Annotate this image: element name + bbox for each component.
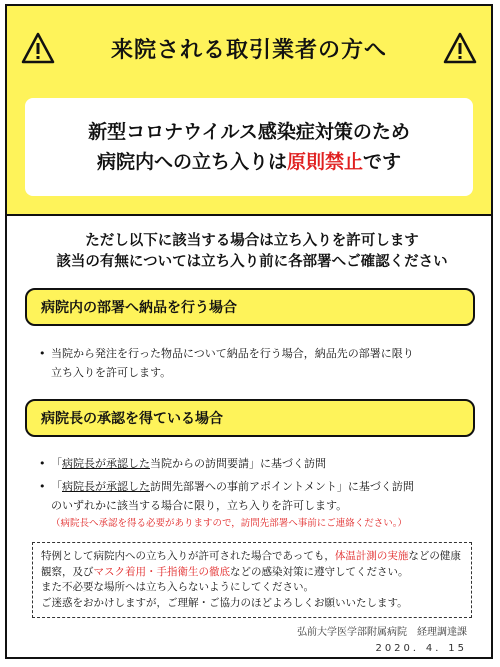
notice-emphasis: 原則禁止 [286, 151, 363, 173]
notice-prefix: 病院内への立ち入りは [96, 151, 287, 173]
header-panel [7, 6, 491, 216]
highlight-mask: マスク着用・手指衛生の徹底 [93, 565, 230, 578]
main-notice-box [25, 98, 473, 196]
lead-line-1: ただし以下に該当する場合は立ち入りを許可します [85, 233, 419, 249]
caution-line-3: また不必要な場所へは立ち入らないようにしてください。 [41, 581, 314, 593]
notice-line-1: 新型コロナウイルス感染症対策のため [88, 121, 410, 143]
bullet: • [39, 457, 46, 470]
bullet: • [39, 347, 46, 360]
footer-date: 2020．4．15 [375, 643, 467, 654]
section-heading-approval: 病院長の承認を得ている場合 [25, 399, 475, 437]
list-item-text: 当院から発注を行った物品について納品を行う場合，納品先の部署に限り [51, 347, 414, 360]
caution-line-2: 観察，及びマスク着用・手指衛生の徹底などの感染対策に遵守してください。 [41, 565, 409, 578]
warning-triangle-icon [443, 32, 477, 64]
approval-note: （病院長へ承認を得る必要がありますので，訪問先部署へ事前にご連絡ください。） [51, 518, 408, 529]
list-item-text: 立ち入りを許可します。 [51, 366, 172, 379]
lead-text [27, 231, 477, 273]
caution-line-4: ご迷惑をおかけしますが，ご理解・ご協力のほどよろしくお願いいたします。 [41, 596, 408, 609]
notice-poster [5, 4, 493, 659]
section-approval-body [39, 454, 479, 532]
lead-line-2: 該当の有無については立ち入り前に各部署へご確認ください [56, 254, 448, 270]
notice-line-2 [97, 147, 401, 177]
section-delivery-body [39, 344, 479, 382]
page-title: 来院される取引業者の方へ [110, 37, 387, 63]
footer-organization: 弘前大学医学部附属病院 経理調達課 [297, 627, 467, 638]
bullet: • [39, 480, 46, 493]
caution-line-1: 特例として病院内への立ち入りが許可された場合であっても，体温計測の実施などの健康 [41, 550, 461, 562]
list-item: • 「病院長が承認した訪問先部署への事前アポイントメント」に基づく訪問 のいずれかに該当する場合に限り，立ち入りを許可します。 [39, 477, 479, 515]
highlight-temperature: 体温計測の実施 [334, 550, 409, 562]
notice-suffix: です [363, 151, 402, 173]
section-heading-delivery: 病院内の部署へ納品を行う場合 [25, 288, 475, 326]
underlined-text: 病院長が承認した [62, 457, 150, 470]
caution-box [32, 542, 472, 618]
list-item [39, 344, 479, 382]
underlined-text: 病院長が承認した [62, 480, 150, 493]
title-row [7, 28, 491, 68]
list-item: • 「病院長が承認した当院からの訪問要請」に基づく訪問 [39, 454, 479, 473]
